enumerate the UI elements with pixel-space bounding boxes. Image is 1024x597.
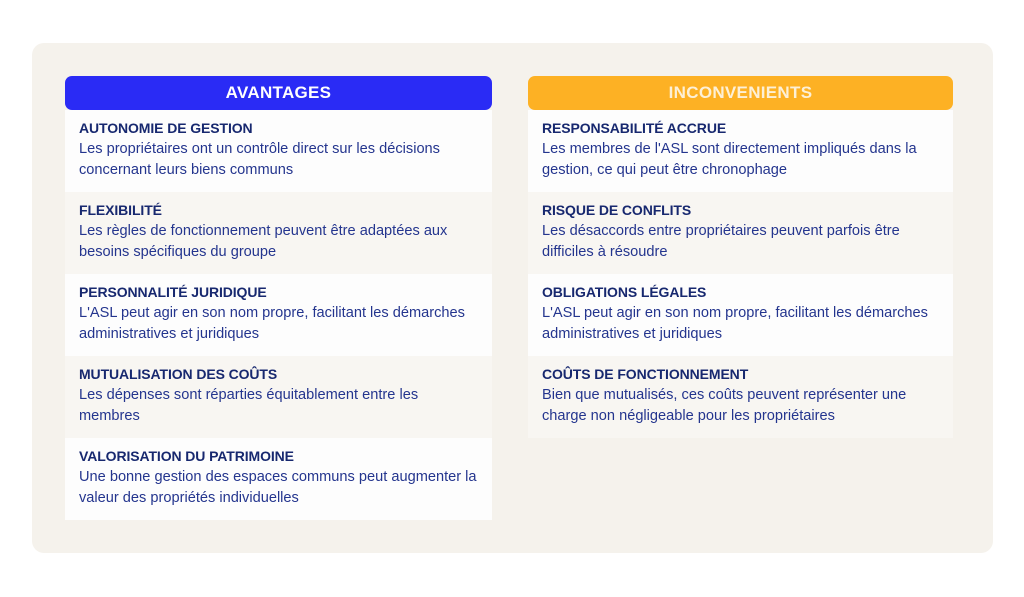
- advantages-header: AVANTAGES: [65, 76, 492, 110]
- advantage-item: [65, 274, 492, 356]
- item-description: Les propriétaires ont un contrôle direct sur les décisions concernant leurs biens communs: [79, 141, 440, 178]
- item-description: L'ASL peut agir en son nom propre, facilitant les démarches administratives et juridiques: [79, 305, 465, 342]
- disadvantages-column: [528, 76, 953, 438]
- advantages-column: [65, 76, 492, 520]
- item-title: AUTONOMIE DE GESTION: [79, 120, 253, 136]
- item-description: Bien que mutualisés, ces coûts peuvent représenter une charge non négligeable pour les propriétaires: [542, 387, 907, 424]
- item-description: L'ASL peut agir en son nom propre, facilitant les démarches administratives et juridiques: [542, 305, 928, 342]
- advantage-item: [65, 356, 492, 438]
- item-title: OBLIGATIONS LÉGALES: [542, 284, 707, 300]
- item-title: MUTUALISATION DES COÛTS: [79, 366, 278, 382]
- disadvantage-item: [528, 110, 953, 192]
- disadvantage-item: [528, 356, 953, 438]
- item-title: PERSONNALITÉ JURIDIQUE: [79, 284, 267, 300]
- item-title: VALORISATION DU PATRIMOINE: [79, 448, 294, 464]
- item-description: Les règles de fonctionnement peuvent être adaptées aux besoins spécifiques du groupe: [79, 223, 448, 260]
- advantage-item: [65, 110, 492, 192]
- item-title: RISQUE DE CONFLITS: [542, 202, 692, 218]
- item-title: FLEXIBILITÉ: [79, 202, 162, 218]
- advantage-item: [65, 192, 492, 274]
- item-title: COÛTS DE FONCTIONNEMENT: [542, 366, 749, 382]
- advantage-item: [65, 438, 492, 520]
- disadvantage-item: [528, 274, 953, 356]
- item-description: Une bonne gestion des espaces communs peut augmenter la valeur des propriétés individuelles: [79, 469, 477, 506]
- item-description: Les membres de l'ASL sont directement impliqués dans la gestion, ce qui peut être chronophage: [542, 141, 917, 178]
- disadvantage-item: [528, 192, 953, 274]
- item-description: Les désaccords entre propriétaires peuvent parfois être difficiles à résoudre: [542, 223, 900, 260]
- item-title: RESPONSABILITÉ ACCRUE: [542, 120, 727, 136]
- comparison-panel: [32, 43, 993, 553]
- item-description: Les dépenses sont réparties équitablement entre les membres: [79, 387, 419, 424]
- disadvantages-header: INCONVENIENTS: [528, 76, 953, 110]
